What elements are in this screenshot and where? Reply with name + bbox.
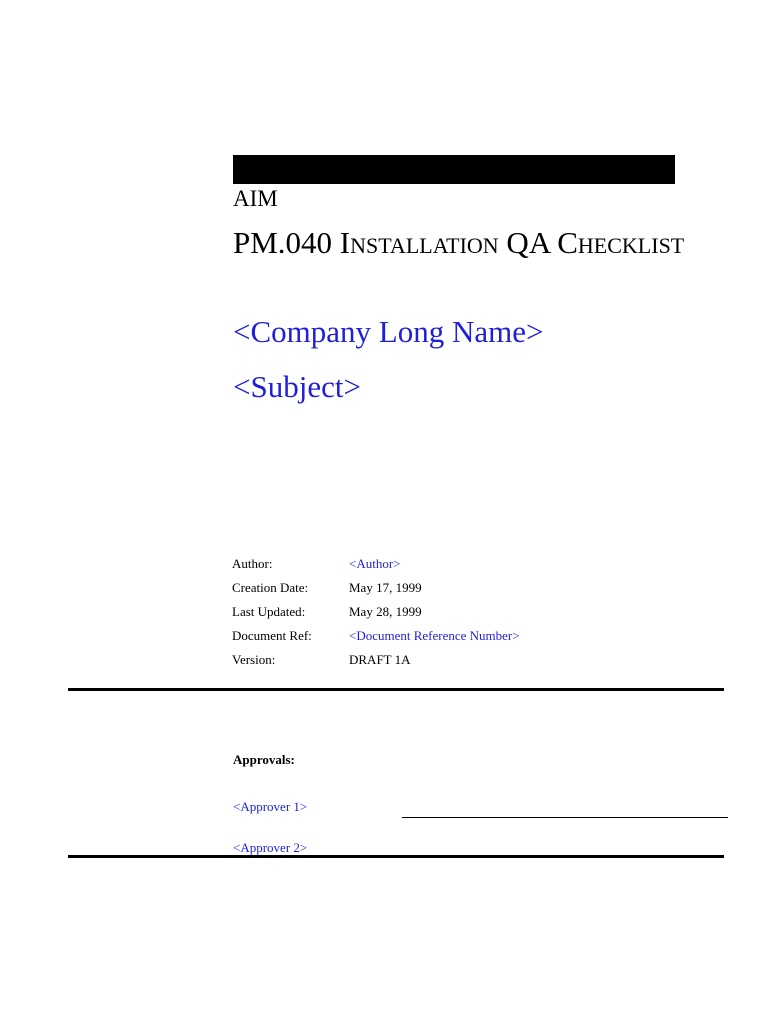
metadata-row-document-ref [232,624,520,648]
approver-1-placeholder: <Approver 1> [233,799,308,814]
metadata-value: May 17, 1999 [349,580,422,595]
metadata-label: Author: [232,556,273,571]
metadata-value: <Document Reference Number> [349,628,520,643]
document-title: PM.040 Installation QA Checklist [233,225,685,260]
header-black-bar [233,155,675,184]
metadata-label: Last Updated: [232,604,306,619]
metadata-label: Document Ref: [232,628,312,643]
metadata-label: Version: [232,652,276,667]
section-divider-bottom [68,855,724,858]
approver-2-placeholder: <Approver 2> [233,840,308,855]
document-metadata [232,552,520,672]
metadata-row-last-updated [232,600,520,624]
subject-placeholder: <Subject> [233,369,361,404]
signature-line-1 [402,817,728,818]
company-name-placeholder: <Company Long Name> [233,314,544,349]
approvals-heading: Approvals: [233,752,295,767]
metadata-value: <Author> [349,556,401,571]
metadata-value: DRAFT 1A [349,652,411,667]
product-name: AIM [233,186,278,211]
metadata-row-author [232,552,520,576]
metadata-row-version [232,648,520,672]
metadata-value: May 28, 1999 [349,604,422,619]
metadata-row-creation-date [232,576,520,600]
section-divider-top [68,688,724,691]
metadata-label: Creation Date: [232,580,309,595]
